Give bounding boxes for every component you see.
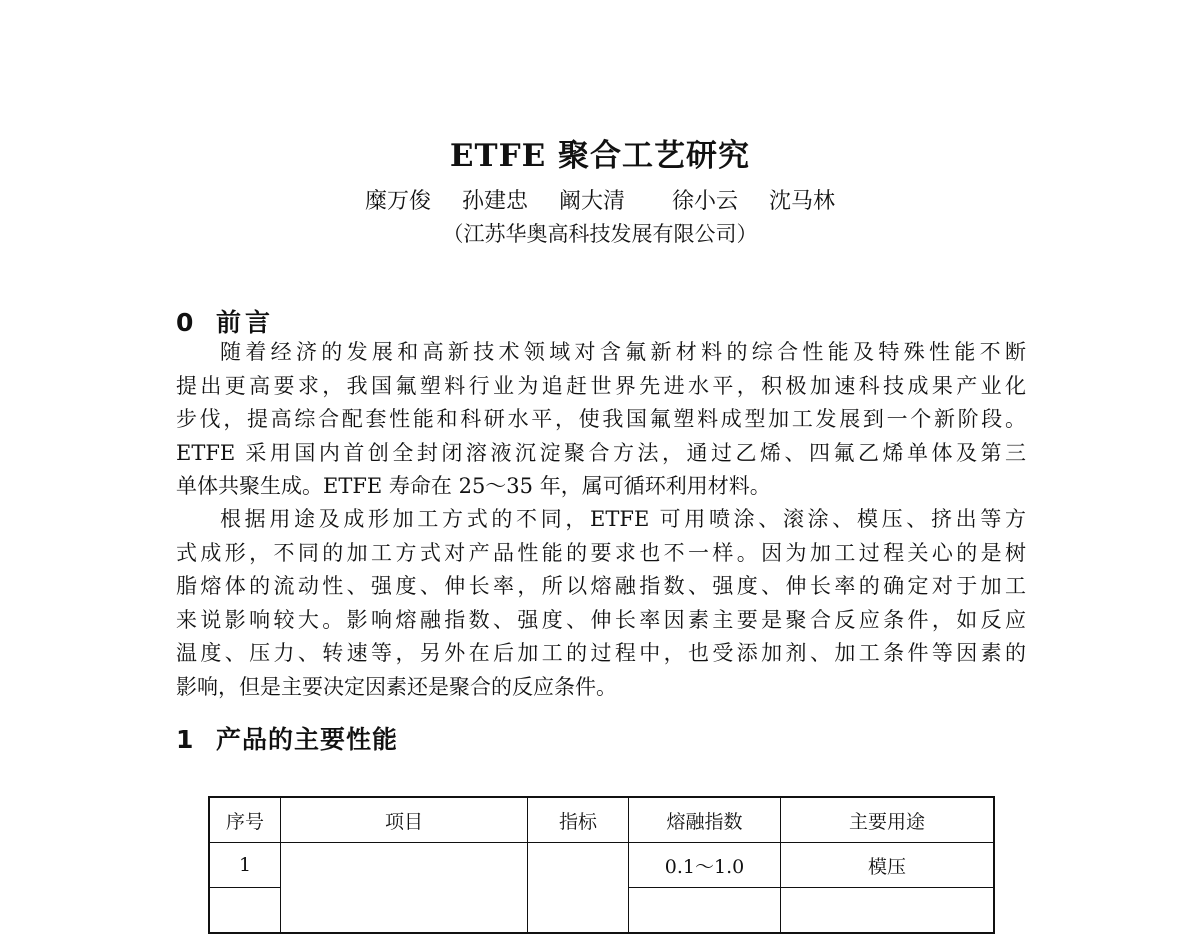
paper-title: ETFE 聚合工艺研究 xyxy=(449,138,751,174)
author-name: 糜万俊 xyxy=(364,189,431,214)
table-header-row xyxy=(209,797,994,843)
paragraph-line: 来说影响较大。影响熔融指数、强度、伸长率因素主要是聚合反应条件，如反应 xyxy=(176,607,1026,632)
header-cell: 主要用途 xyxy=(781,797,995,843)
table-cell: 0.1～1.0 xyxy=(629,843,781,888)
paragraph-line: 脂熔体的流动性、强度、伸长率，所以熔融指数、强度、伸长率的确定对于加工 xyxy=(176,574,1026,598)
author-name: 沈马林 xyxy=(769,189,836,214)
author-list xyxy=(0,184,1200,215)
header-cell: 熔融指数 xyxy=(629,797,781,843)
paragraph-line: 式成形，不同的加工方式对产品性能的要求也不一样。因为加工过程关心的是树 xyxy=(176,540,1026,565)
author-name: 孙建忠 xyxy=(461,189,528,214)
paragraph-line: ETFE 采用国内首创全封闭溶液沉淀聚合方法，通过乙烯、四氟乙烯单体及第三 xyxy=(176,440,1026,465)
table-cell: 模压 xyxy=(781,843,995,888)
paragraph-line: 温度、压力、转速等，另外在后加工的过程中，也受添加剂、加工条件等因素的 xyxy=(176,641,1026,665)
header-cell: 序号 xyxy=(209,797,281,843)
author-name: 徐小云 xyxy=(672,189,739,214)
paragraph-line: 影响，但是主要决定因素还是聚合的反应条件。 xyxy=(176,674,617,699)
section-heading-intro xyxy=(176,303,274,339)
table-cell xyxy=(781,888,995,934)
paragraph-line: 步伐，提高综合配套性能和科研水平，使我国氟塑料成型加工发展到一个新阶段。 xyxy=(176,407,1026,431)
affiliation: （江苏华奥高科技发展有限公司） xyxy=(442,222,758,246)
table-cell xyxy=(528,843,629,934)
paragraph-line: 根据用途及成形加工方式的不同，ETFE 可用喷涂、滚涂、模压、挤出等方 xyxy=(220,507,1026,531)
paragraph-line: 随着经济的发展和高新技术领域对含氟新材料的综合性能及特殊性能不断 xyxy=(220,340,1026,364)
header-cell: 项目 xyxy=(281,797,528,843)
section-title: 产品的主要性能 xyxy=(216,725,399,754)
table-cell xyxy=(281,843,528,934)
paragraph-line: 单体共聚生成。ETFE 寿命在 25～35 年，属可循环利用材料。 xyxy=(176,474,771,498)
table-cell xyxy=(629,888,781,934)
section-number: 0 xyxy=(176,308,194,337)
table-row xyxy=(209,843,994,888)
intro-paragraph-2 xyxy=(176,503,1026,704)
paragraph-line: 提出更高要求，我国氟塑料行业为追赶世界先进水平，积极加速科技成果产业化 xyxy=(176,373,1026,398)
header-cell: 指标 xyxy=(528,797,629,843)
product-spec-table xyxy=(208,796,995,934)
author-name: 阚大清 xyxy=(558,189,625,214)
section-title: 前言 xyxy=(216,308,275,337)
section-number: 1 xyxy=(176,725,194,754)
intro-paragraph-1 xyxy=(176,336,1026,504)
section-heading-1 xyxy=(176,720,398,756)
table-cell xyxy=(209,888,281,934)
table-cell: 1 xyxy=(209,843,281,888)
